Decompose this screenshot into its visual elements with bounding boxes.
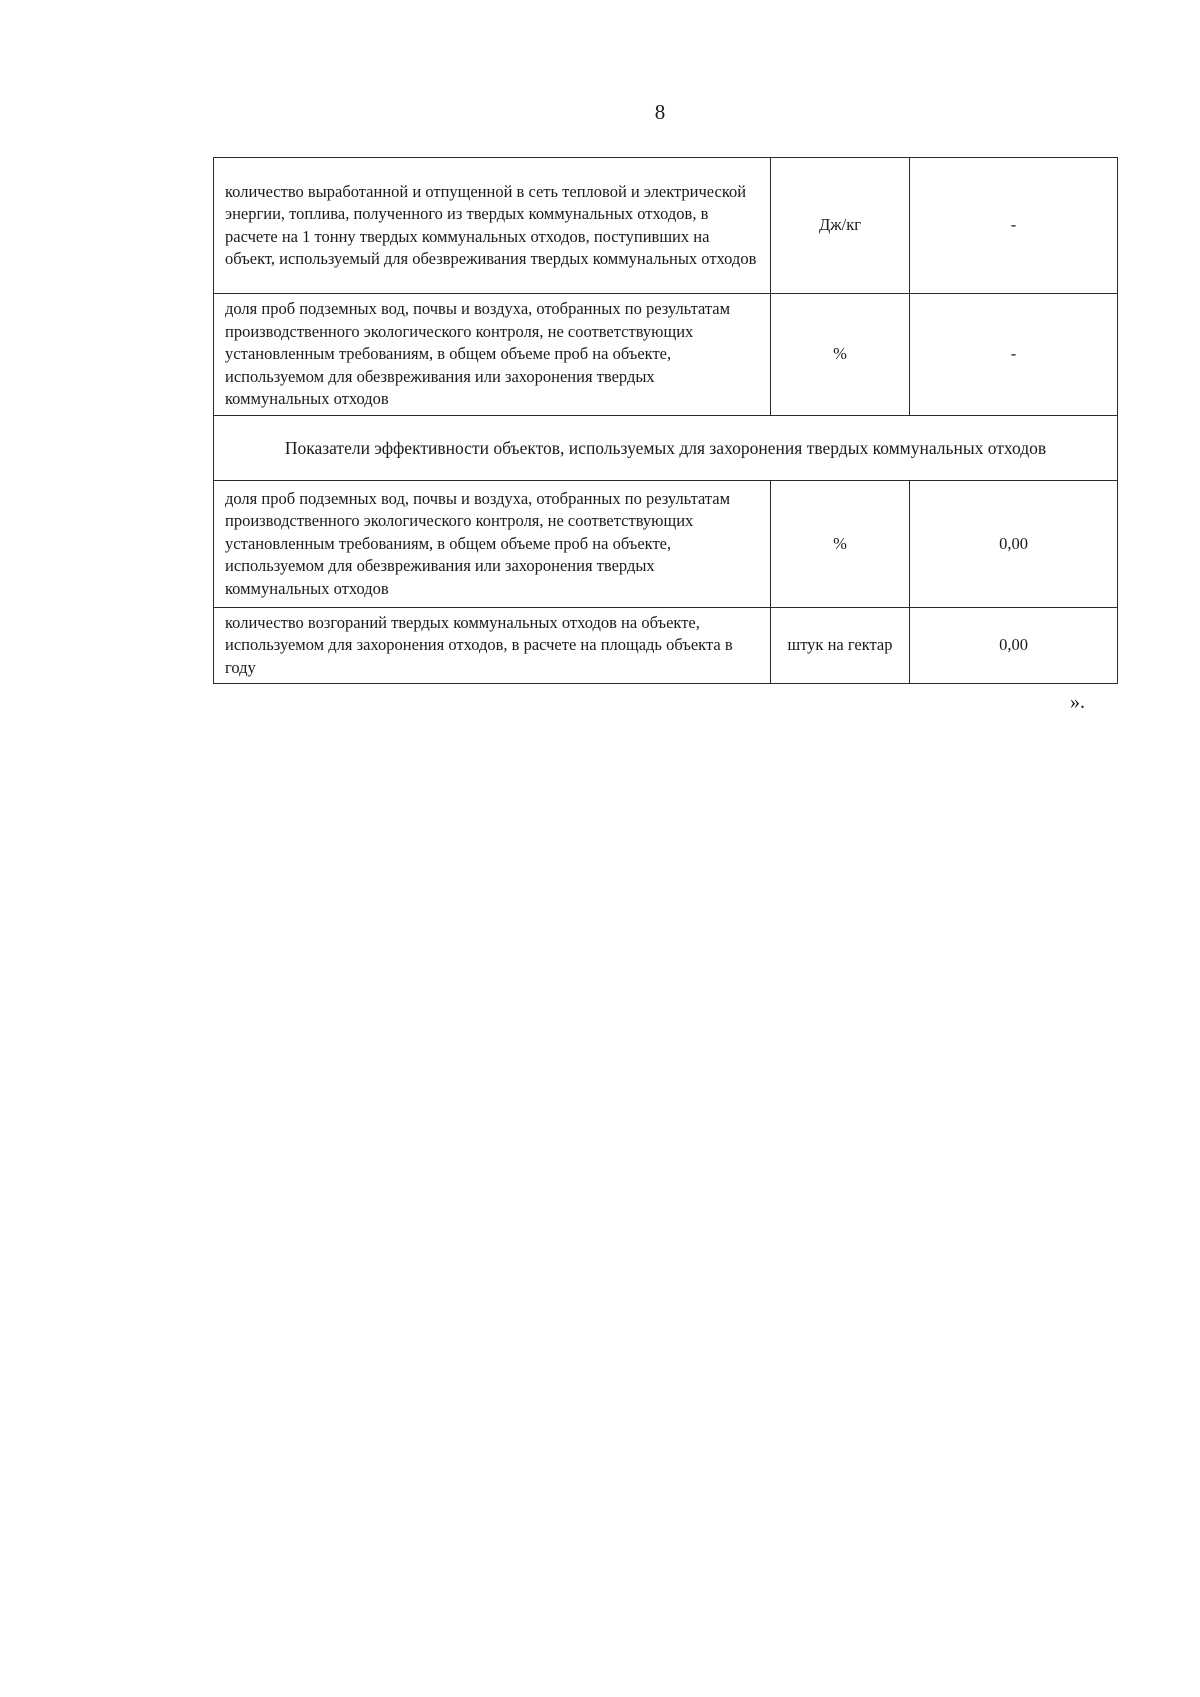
- row-unit: Дж/кг: [771, 158, 910, 294]
- table-row: [214, 158, 1118, 294]
- row-unit: %: [771, 481, 910, 608]
- row-description: доля проб подземных вод, почвы и воздуха, отобранных по результатам производственного экологического контроля, не соответствующих установленным требованиям, в общем объеме проб на объекте, используемом для обезвреживания или захоронения твердых коммунальных отходов: [214, 481, 771, 608]
- row-description: количество возгораний твердых коммунальных отходов на объекте, используемом для захоронения отходов, в расчете на площадь объекта в году: [214, 608, 771, 684]
- section-title: Показатели эффективности объектов, используемых для захоронения твердых коммунальных отходов: [214, 416, 1118, 481]
- row-description: доля проб подземных вод, почвы и воздуха, отобранных по результатам производственного экологического контроля, не соответствующих установленным требованиям, в общем объеме проб на объекте, используемом для обезвреживания или захоронения твердых коммунальных отходов: [214, 294, 771, 416]
- row-value: -: [910, 294, 1118, 416]
- row-value: 0,00: [910, 608, 1118, 684]
- section-row: [214, 416, 1118, 481]
- indicators-table: [213, 157, 1118, 684]
- table-row: [214, 294, 1118, 416]
- page-number: 8: [654, 100, 666, 124]
- row-unit: штук на гектар: [771, 608, 910, 684]
- table-row: [214, 608, 1118, 684]
- closing-quote: ».: [1070, 691, 1085, 713]
- row-description: количество выработанной и отпущенной в сеть тепловой и электрической энергии, топлива, полученного из твердых коммунальных отходов, в расчете на 1 тонну твердых коммунальных отходов, поступивших на объект, используемый для обезвреживания твердых коммунальных отходов: [214, 158, 771, 294]
- row-value: -: [910, 158, 1118, 294]
- row-value: 0,00: [910, 481, 1118, 608]
- table-row: [214, 481, 1118, 608]
- row-unit: %: [771, 294, 910, 416]
